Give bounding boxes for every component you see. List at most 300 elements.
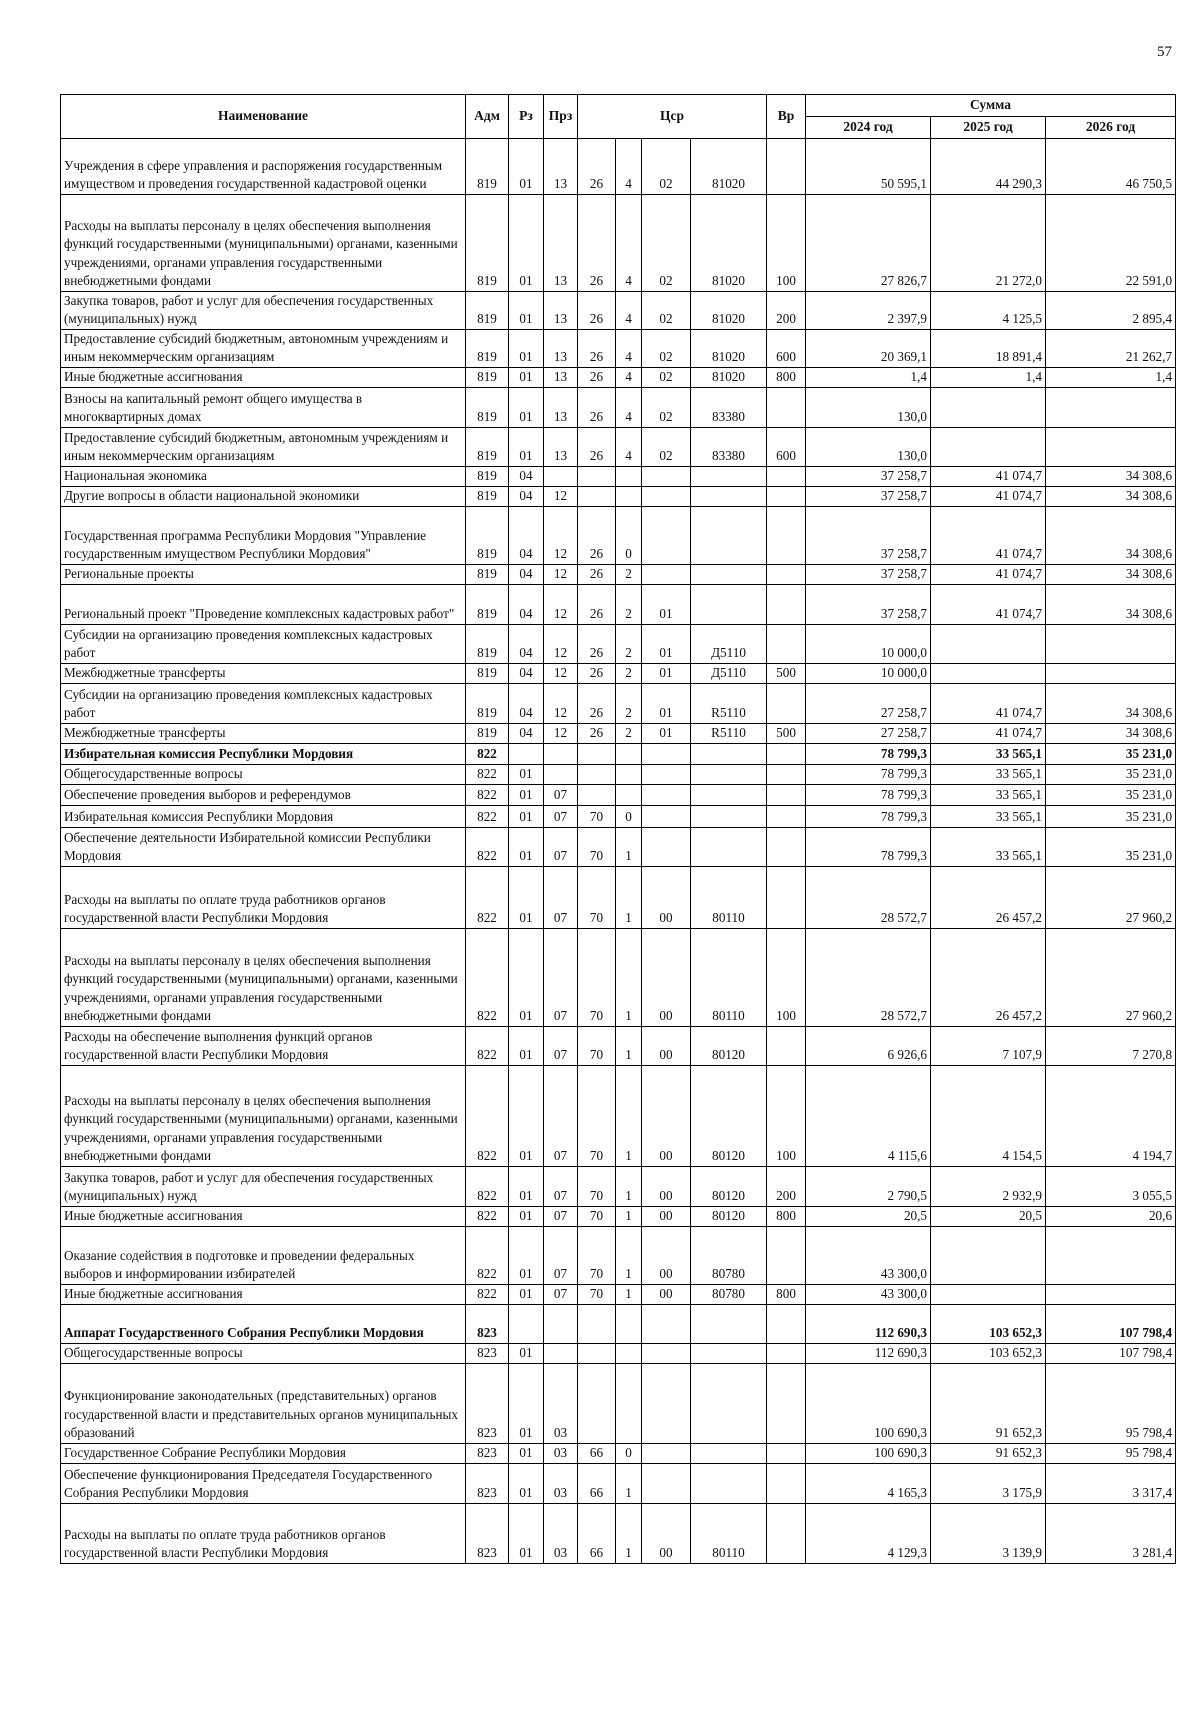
row-vr [767, 805, 806, 827]
row-csr-event: 01 [642, 663, 691, 683]
row-csr-event: 00 [642, 1206, 691, 1226]
table-row [61, 1065, 1176, 1166]
row-csr-event: 02 [642, 367, 691, 387]
row-adm: 819 [466, 624, 509, 663]
row-csr-direction: 83380 [691, 427, 767, 466]
row-sum-2026 [1046, 624, 1176, 663]
row-adm: 819 [466, 387, 509, 427]
row-csr-subprogram [616, 1343, 642, 1363]
row-rz: 01 [509, 194, 544, 291]
row-adm: 823 [466, 1463, 509, 1503]
row-csr-program: 70 [578, 1065, 616, 1166]
row-sum-2025: 2 932,9 [931, 1166, 1046, 1206]
row-sum-2024: 6 926,6 [806, 1026, 931, 1065]
row-csr-program: 26 [578, 584, 616, 624]
row-csr-event [642, 805, 691, 827]
row-csr-direction: R5110 [691, 683, 767, 723]
row-csr-event: 01 [642, 723, 691, 743]
row-sum-2026 [1046, 427, 1176, 466]
row-adm: 823 [466, 1443, 509, 1463]
row-vr [767, 138, 806, 194]
row-sum-2025: 1,4 [931, 367, 1046, 387]
row-sum-2024: 78 799,3 [806, 784, 931, 805]
row-prz [544, 743, 578, 764]
table-row [61, 1343, 1176, 1363]
row-rz: 01 [509, 1463, 544, 1503]
row-name: Расходы на выплаты персоналу в целях обеспечения выполнения функций государственными (муниципальными) органами, казенными учреждениями, органами управления государственными внебюджетными фондами [61, 1065, 466, 1166]
row-csr-event: 00 [642, 1503, 691, 1563]
table-row [61, 291, 1176, 329]
row-rz: 01 [509, 1363, 544, 1443]
row-csr-program: 70 [578, 805, 616, 827]
row-sum-2024: 1,4 [806, 367, 931, 387]
header-year-2024: 2024 год [806, 116, 931, 138]
row-sum-2024: 27 258,7 [806, 683, 931, 723]
row-sum-2024: 20,5 [806, 1206, 931, 1226]
row-rz: 01 [509, 764, 544, 784]
row-prz: 12 [544, 486, 578, 506]
row-sum-2025 [931, 1226, 1046, 1284]
table-row [61, 1363, 1176, 1443]
row-csr-subprogram [616, 743, 642, 764]
row-sum-2024: 78 799,3 [806, 805, 931, 827]
row-csr-subprogram: 0 [616, 805, 642, 827]
row-sum-2026: 2 895,4 [1046, 291, 1176, 329]
row-rz: 01 [509, 1284, 544, 1304]
row-csr-direction: 80780 [691, 1284, 767, 1304]
row-sum-2026: 107 798,4 [1046, 1343, 1176, 1363]
row-sum-2024: 37 258,7 [806, 564, 931, 584]
row-csr-program: 66 [578, 1503, 616, 1563]
row-rz: 01 [509, 387, 544, 427]
row-rz: 01 [509, 928, 544, 1026]
table-row [61, 1166, 1176, 1206]
row-csr-subprogram: 4 [616, 291, 642, 329]
row-name: Субсидии на организацию проведения комплексных кадастровых работ [61, 683, 466, 723]
row-csr-event: 02 [642, 427, 691, 466]
row-rz: 01 [509, 1026, 544, 1065]
row-adm: 819 [466, 486, 509, 506]
row-csr-subprogram [616, 486, 642, 506]
table-row [61, 723, 1176, 743]
row-csr-subprogram: 0 [616, 1443, 642, 1463]
row-sum-2024: 4 115,6 [806, 1065, 931, 1166]
row-prz: 07 [544, 1166, 578, 1206]
row-sum-2024: 4 165,3 [806, 1463, 931, 1503]
row-prz: 12 [544, 506, 578, 564]
table-row [61, 584, 1176, 624]
row-adm: 819 [466, 584, 509, 624]
row-csr-direction [691, 764, 767, 784]
row-csr-event: 02 [642, 387, 691, 427]
row-csr-direction [691, 1363, 767, 1443]
row-name: Расходы на выплаты по оплате труда работников органов государственной власти Республики Мордовия [61, 866, 466, 928]
budget-table [60, 94, 1176, 1564]
row-rz: 04 [509, 564, 544, 584]
row-rz: 01 [509, 367, 544, 387]
row-sum-2025: 41 074,7 [931, 486, 1046, 506]
row-prz: 12 [544, 683, 578, 723]
row-csr-program [578, 466, 616, 486]
row-sum-2024: 4 129,3 [806, 1503, 931, 1563]
row-csr-event: 00 [642, 928, 691, 1026]
row-vr [767, 1363, 806, 1443]
row-csr-subprogram [616, 784, 642, 805]
row-adm: 822 [466, 866, 509, 928]
row-csr-direction [691, 805, 767, 827]
row-csr-direction: 81020 [691, 194, 767, 291]
row-csr-direction: 80120 [691, 1166, 767, 1206]
row-csr-subprogram: 1 [616, 1503, 642, 1563]
row-csr-program: 26 [578, 663, 616, 683]
row-name: Расходы на выплаты персоналу в целях обеспечения выполнения функций государственными (муниципальными) органами, казенными учреждениями, органами управления государственными внебюджетными фондами [61, 194, 466, 291]
row-rz: 01 [509, 427, 544, 466]
row-csr-event: 01 [642, 584, 691, 624]
row-rz: 01 [509, 1503, 544, 1563]
row-name: Закупка товаров, работ и услуг для обеспечения государственных (муниципальных) нужд [61, 1166, 466, 1206]
row-sum-2025 [931, 427, 1046, 466]
row-csr-event: 00 [642, 1284, 691, 1304]
row-sum-2024: 78 799,3 [806, 764, 931, 784]
row-vr [767, 827, 806, 866]
row-prz: 07 [544, 1026, 578, 1065]
row-vr: 800 [767, 1284, 806, 1304]
row-csr-program: 26 [578, 291, 616, 329]
row-vr: 500 [767, 723, 806, 743]
row-sum-2024: 2 397,9 [806, 291, 931, 329]
row-rz: 04 [509, 584, 544, 624]
row-csr-direction [691, 1304, 767, 1343]
row-sum-2026: 34 308,6 [1046, 486, 1176, 506]
row-csr-subprogram: 1 [616, 827, 642, 866]
row-vr [767, 506, 806, 564]
row-csr-program: 26 [578, 194, 616, 291]
row-vr [767, 387, 806, 427]
row-csr-direction [691, 743, 767, 764]
row-sum-2025: 91 652,3 [931, 1443, 1046, 1463]
row-csr-event [642, 827, 691, 866]
row-rz: 04 [509, 663, 544, 683]
row-name: Закупка товаров, работ и услуг для обеспечения государственных (муниципальных) нужд [61, 291, 466, 329]
row-csr-subprogram: 1 [616, 1026, 642, 1065]
table-row [61, 1463, 1176, 1503]
header-csr: Цср [578, 95, 767, 139]
row-csr-event [642, 1463, 691, 1503]
row-sum-2026: 34 308,6 [1046, 466, 1176, 486]
row-sum-2025: 21 272,0 [931, 194, 1046, 291]
row-name: Иные бюджетные ассигнования [61, 367, 466, 387]
row-adm: 823 [466, 1304, 509, 1343]
row-csr-event: 00 [642, 1065, 691, 1166]
row-sum-2026: 20,6 [1046, 1206, 1176, 1226]
row-adm: 819 [466, 506, 509, 564]
row-csr-direction: 80120 [691, 1206, 767, 1226]
row-prz: 03 [544, 1443, 578, 1463]
row-sum-2026: 4 194,7 [1046, 1065, 1176, 1166]
row-adm: 822 [466, 743, 509, 764]
row-rz: 04 [509, 624, 544, 663]
row-csr-subprogram: 4 [616, 427, 642, 466]
row-csr-program: 70 [578, 1226, 616, 1284]
row-csr-program: 70 [578, 928, 616, 1026]
row-sum-2026: 46 750,5 [1046, 138, 1176, 194]
row-csr-direction: 81020 [691, 291, 767, 329]
row-csr-subprogram: 1 [616, 866, 642, 928]
row-csr-program [578, 764, 616, 784]
row-csr-subprogram: 1 [616, 1206, 642, 1226]
row-csr-direction: 80120 [691, 1026, 767, 1065]
row-csr-direction: 81020 [691, 329, 767, 367]
table-row [61, 1304, 1176, 1343]
row-vr: 600 [767, 329, 806, 367]
row-adm: 822 [466, 805, 509, 827]
row-csr-direction [691, 564, 767, 584]
row-name: Общегосударственные вопросы [61, 1343, 466, 1363]
row-adm: 822 [466, 764, 509, 784]
row-rz: 01 [509, 1206, 544, 1226]
row-csr-event [642, 506, 691, 564]
row-csr-subprogram: 2 [616, 564, 642, 584]
row-sum-2025: 33 565,1 [931, 805, 1046, 827]
row-vr [767, 624, 806, 663]
row-sum-2025: 33 565,1 [931, 827, 1046, 866]
row-rz: 01 [509, 1443, 544, 1463]
row-csr-event [642, 466, 691, 486]
table-row [61, 1226, 1176, 1284]
row-csr-program [578, 486, 616, 506]
row-name: Государственное Собрание Республики Мордовия [61, 1443, 466, 1463]
row-prz: 12 [544, 624, 578, 663]
row-sum-2024: 78 799,3 [806, 827, 931, 866]
table-header [61, 95, 1176, 139]
row-sum-2025 [931, 1284, 1046, 1304]
table-row [61, 683, 1176, 723]
header-year-2025: 2025 год [931, 116, 1046, 138]
row-sum-2024: 20 369,1 [806, 329, 931, 367]
row-sum-2024: 28 572,7 [806, 928, 931, 1026]
row-sum-2024: 10 000,0 [806, 624, 931, 663]
row-name: Обеспечение деятельности Избирательной комиссии Республики Мордовия [61, 827, 466, 866]
row-csr-program: 26 [578, 138, 616, 194]
row-vr [767, 466, 806, 486]
row-vr [767, 784, 806, 805]
row-csr-subprogram: 4 [616, 367, 642, 387]
table-row [61, 827, 1176, 866]
row-sum-2024: 78 799,3 [806, 743, 931, 764]
row-csr-program: 26 [578, 723, 616, 743]
row-name: Другие вопросы в области национальной экономики [61, 486, 466, 506]
row-csr-subprogram: 4 [616, 138, 642, 194]
row-csr-subprogram: 2 [616, 663, 642, 683]
row-vr: 100 [767, 928, 806, 1026]
row-csr-program: 26 [578, 624, 616, 663]
row-adm: 822 [466, 827, 509, 866]
row-name: Межбюджетные трансферты [61, 663, 466, 683]
row-sum-2024: 37 258,7 [806, 466, 931, 486]
row-sum-2025: 41 074,7 [931, 564, 1046, 584]
row-sum-2025 [931, 663, 1046, 683]
row-csr-direction: R5110 [691, 723, 767, 743]
row-sum-2026: 34 308,6 [1046, 506, 1176, 564]
row-sum-2024: 10 000,0 [806, 663, 931, 683]
row-prz: 12 [544, 663, 578, 683]
row-sum-2024: 130,0 [806, 387, 931, 427]
row-adm: 819 [466, 427, 509, 466]
row-sum-2026: 34 308,6 [1046, 723, 1176, 743]
row-csr-direction: 80120 [691, 1065, 767, 1166]
row-sum-2025 [931, 387, 1046, 427]
row-csr-direction: 80110 [691, 866, 767, 928]
row-csr-direction: 83380 [691, 387, 767, 427]
row-name: Национальная экономика [61, 466, 466, 486]
table-row [61, 764, 1176, 784]
row-csr-direction [691, 827, 767, 866]
row-vr [767, 584, 806, 624]
row-name: Аппарат Государственного Собрания Республики Мордовия [61, 1304, 466, 1343]
row-name: Оказание содействия в подготовке и проведении федеральных выборов и информировании избирателей [61, 1226, 466, 1284]
row-csr-event [642, 784, 691, 805]
row-sum-2025: 33 565,1 [931, 764, 1046, 784]
row-rz: 01 [509, 329, 544, 367]
row-vr [767, 743, 806, 764]
table-row [61, 1503, 1176, 1563]
row-csr-subprogram: 1 [616, 1284, 642, 1304]
row-adm: 819 [466, 138, 509, 194]
row-name: Региональные проекты [61, 564, 466, 584]
row-prz: 03 [544, 1463, 578, 1503]
row-sum-2025: 103 652,3 [931, 1304, 1046, 1343]
row-prz: 13 [544, 194, 578, 291]
row-prz: 03 [544, 1363, 578, 1443]
row-csr-direction: 80110 [691, 928, 767, 1026]
row-csr-direction: 80110 [691, 1503, 767, 1563]
row-name: Избирательная комиссия Республики Мордовия [61, 743, 466, 764]
row-name: Предоставление субсидий бюджетным, автономным учреждениям и иным некоммерческим организациям [61, 427, 466, 466]
row-csr-subprogram [616, 764, 642, 784]
row-prz: 13 [544, 329, 578, 367]
row-csr-event [642, 743, 691, 764]
row-csr-program: 66 [578, 1463, 616, 1503]
row-sum-2025: 26 457,2 [931, 866, 1046, 928]
row-sum-2026: 1,4 [1046, 367, 1176, 387]
row-sum-2026: 22 591,0 [1046, 194, 1176, 291]
row-csr-event: 02 [642, 138, 691, 194]
row-sum-2024: 37 258,7 [806, 506, 931, 564]
row-prz: 07 [544, 827, 578, 866]
row-name: Взносы на капитальный ремонт общего имущества в многоквартирных домах [61, 387, 466, 427]
row-csr-program [578, 743, 616, 764]
row-csr-program: 26 [578, 683, 616, 723]
row-csr-direction: 80780 [691, 1226, 767, 1284]
row-sum-2025: 91 652,3 [931, 1363, 1046, 1443]
row-csr-direction [691, 486, 767, 506]
row-csr-event: 02 [642, 291, 691, 329]
row-vr: 800 [767, 367, 806, 387]
row-prz: 13 [544, 138, 578, 194]
row-csr-direction: 81020 [691, 367, 767, 387]
row-vr: 200 [767, 1166, 806, 1206]
row-adm: 823 [466, 1503, 509, 1563]
row-vr [767, 564, 806, 584]
row-csr-program: 26 [578, 506, 616, 564]
table-row [61, 486, 1176, 506]
row-sum-2025: 44 290,3 [931, 138, 1046, 194]
table-row [61, 367, 1176, 387]
row-csr-program [578, 784, 616, 805]
row-vr: 800 [767, 1206, 806, 1226]
row-sum-2025: 41 074,7 [931, 506, 1046, 564]
row-sum-2025: 4 154,5 [931, 1065, 1046, 1166]
header-vr: Вр [767, 95, 806, 139]
row-csr-direction [691, 1343, 767, 1363]
row-adm: 822 [466, 1206, 509, 1226]
row-adm: 819 [466, 683, 509, 723]
row-csr-program: 70 [578, 1284, 616, 1304]
row-vr [767, 486, 806, 506]
row-sum-2026: 35 231,0 [1046, 827, 1176, 866]
row-rz: 01 [509, 1343, 544, 1363]
row-prz [544, 1343, 578, 1363]
row-csr-event [642, 1363, 691, 1443]
row-rz [509, 1304, 544, 1343]
row-vr [767, 1463, 806, 1503]
row-csr-direction [691, 506, 767, 564]
row-csr-event: 01 [642, 683, 691, 723]
row-sum-2024: 37 258,7 [806, 584, 931, 624]
row-adm: 819 [466, 466, 509, 486]
row-sum-2026: 35 231,0 [1046, 784, 1176, 805]
row-vr [767, 1304, 806, 1343]
row-name: Учреждения в сфере управления и распоряжения государственным имуществом и проведения государственной кадастровой оценки [61, 138, 466, 194]
row-prz: 07 [544, 928, 578, 1026]
row-name: Региональный проект "Проведение комплексных кадастровых работ" [61, 584, 466, 624]
row-sum-2024: 112 690,3 [806, 1343, 931, 1363]
row-sum-2024: 50 595,1 [806, 138, 931, 194]
row-rz: 01 [509, 866, 544, 928]
row-csr-direction [691, 1463, 767, 1503]
row-csr-subprogram: 2 [616, 584, 642, 624]
row-sum-2025: 4 125,5 [931, 291, 1046, 329]
row-csr-subprogram: 1 [616, 1463, 642, 1503]
row-prz: 07 [544, 1065, 578, 1166]
table-row [61, 663, 1176, 683]
row-rz: 04 [509, 466, 544, 486]
table-row [61, 329, 1176, 367]
table-row [61, 387, 1176, 427]
row-sum-2024: 43 300,0 [806, 1226, 931, 1284]
table-row [61, 928, 1176, 1026]
row-sum-2026: 27 960,2 [1046, 866, 1176, 928]
row-name: Расходы на обеспечение выполнения функций органов государственной власти Республики Мордовия [61, 1026, 466, 1065]
row-adm: 822 [466, 928, 509, 1026]
row-sum-2024: 2 790,5 [806, 1166, 931, 1206]
row-prz: 07 [544, 1284, 578, 1304]
row-csr-subprogram [616, 1363, 642, 1443]
table-row [61, 427, 1176, 466]
row-csr-program: 66 [578, 1443, 616, 1463]
row-csr-program [578, 1343, 616, 1363]
row-vr: 100 [767, 194, 806, 291]
row-csr-subprogram: 1 [616, 928, 642, 1026]
row-prz: 03 [544, 1503, 578, 1563]
row-csr-program: 26 [578, 367, 616, 387]
row-csr-subprogram: 4 [616, 387, 642, 427]
row-csr-subprogram [616, 466, 642, 486]
row-rz [509, 743, 544, 764]
row-csr-subprogram [616, 1304, 642, 1343]
table-row [61, 138, 1176, 194]
row-csr-event [642, 486, 691, 506]
